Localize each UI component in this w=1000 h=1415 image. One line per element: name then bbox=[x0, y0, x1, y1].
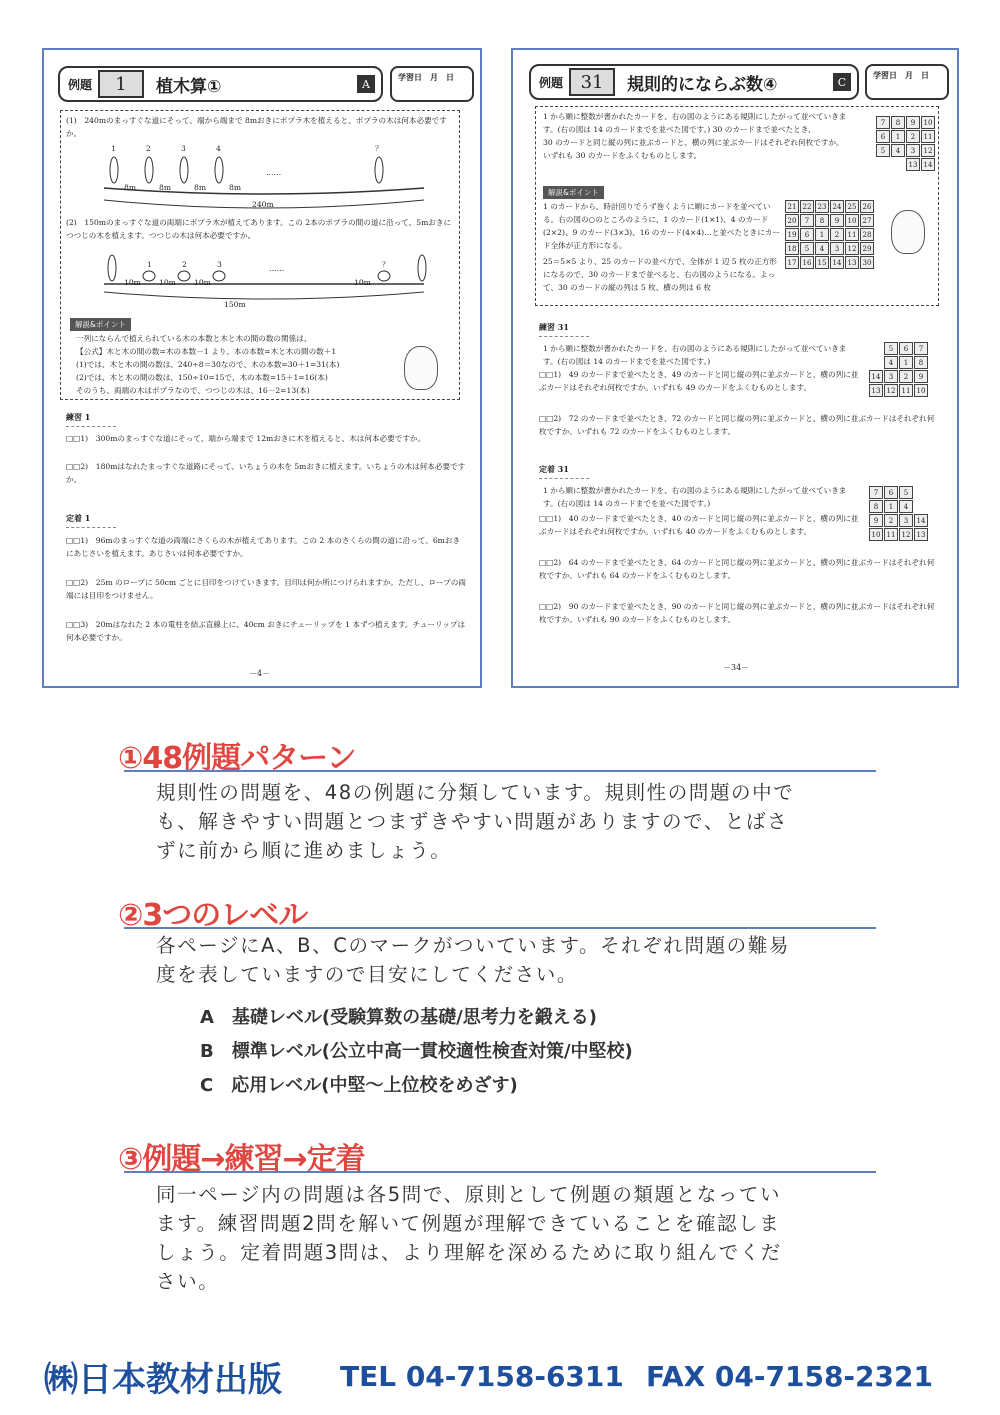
example-number: 1 bbox=[98, 70, 144, 98]
d1-label-2: 2 bbox=[146, 144, 151, 153]
card-cell: 12 bbox=[845, 242, 859, 255]
card-cell: 7 bbox=[869, 486, 883, 499]
level-b-text: 標準レベル(公立中高一貫校適性検査対策/中堅校) bbox=[231, 1041, 633, 1062]
d1-gap-2: 8m bbox=[159, 183, 172, 192]
card-cell: 7 bbox=[876, 116, 890, 129]
explanation-tag: 解説&ポイント bbox=[70, 318, 131, 331]
card-cell: 21 bbox=[785, 200, 799, 213]
explanation-tag: 解説&ポイント bbox=[543, 186, 604, 199]
d2-gap-3: 10m bbox=[194, 278, 211, 287]
level-a-text: 基礎レベル(受験算数の基礎/思考力を鍛える) bbox=[231, 1007, 597, 1028]
sample-page-1 bbox=[42, 48, 482, 688]
card-cell: 6 bbox=[899, 342, 913, 355]
section-1-line-3: ずに前から順に進めましょう。 bbox=[156, 839, 452, 862]
card-cell bbox=[914, 486, 928, 499]
card-cell bbox=[876, 158, 890, 171]
card-cell: 26 bbox=[860, 200, 874, 213]
d1-gap-4: 8m bbox=[229, 183, 242, 192]
card-cell: 1 bbox=[891, 130, 905, 143]
fix-3: □□2) 90 のカードまで並べたとき、90 のカードと同じ縦の列に並ぶカードと、横の列に並ぶカードはそれぞれ何枚ですか。いずれも 90 のカードをふくむものとします。 bbox=[539, 602, 935, 624]
question-1: (1) 240mのまっすぐな道にそって、端から端まで 8mおきにポプラ木を植えると、ポプラの木は何本必要ですか。 bbox=[66, 116, 447, 138]
d1-total: 240m bbox=[252, 200, 274, 209]
card-cell: 12 bbox=[921, 144, 935, 157]
card-cell: 8 bbox=[815, 214, 829, 227]
question-line-2: 30 のカードと同じ縦の列に並ぶカードと、横の列に並ぶカードはそれぞれ何枚ですか。いずれも 30 のカードをふくむものとします。 bbox=[543, 138, 844, 160]
question-line-1: 1 から順に整数が書かれたカードを、右の図のようにある規則にしたがって並べていきます。(右の図は 14 のカードまでを並べた図です。) 30 のカードまで並べたとき、 bbox=[543, 112, 847, 134]
card-cell: 11 bbox=[845, 228, 859, 241]
example-number: 31 bbox=[569, 68, 615, 96]
card-cell: 11 bbox=[921, 130, 935, 143]
professor-illustration bbox=[404, 346, 438, 390]
card-cell: 7 bbox=[800, 214, 814, 227]
d1-gap-3: 8m bbox=[194, 183, 207, 192]
card-cell: 23 bbox=[815, 200, 829, 213]
card-cell: 3 bbox=[906, 144, 920, 157]
card-cell bbox=[861, 116, 875, 129]
card-cell: 27 bbox=[860, 214, 874, 227]
fix-rule bbox=[539, 478, 589, 479]
card-cell: 9 bbox=[830, 214, 844, 227]
practice-1: □□1) 49 のカードまで並べたとき、49 のカードと同じ縦の列に並ぶカードと、横の列に並ぶカードはそれぞれ何枚ですか。いずれも 49 のカードをふくむものとします。 bbox=[539, 370, 859, 392]
card-cell: 7 bbox=[914, 342, 928, 355]
practice-1: □□1) 300mのまっすぐな道にそって、端から端まで 12mおきに木を植えると、木は何本必要ですか。 bbox=[66, 434, 426, 443]
section-3-line-4: さい。 bbox=[156, 1270, 220, 1293]
study-date-box: 学習日 月 日 bbox=[865, 64, 949, 100]
practice-2: □□2) 180mはなれたまっすぐな道路にそって、いちょうの木を 5mおきに植えます。いちょうの木は何本必要ですか。 bbox=[66, 462, 466, 484]
card-cell: 14 bbox=[921, 158, 935, 171]
d2-dots: …… bbox=[269, 264, 285, 273]
section-1-line-1: 規則性の問題を、48の例題に分類しています。規則性の問題の中で bbox=[156, 781, 795, 804]
card-cell bbox=[861, 158, 875, 171]
fix-rule bbox=[66, 527, 116, 528]
card-cell: 12 bbox=[884, 384, 898, 397]
card-grid-4 bbox=[869, 486, 928, 541]
card-cell: 3 bbox=[830, 242, 844, 255]
practice-rule bbox=[66, 426, 116, 427]
card-cell: 10 bbox=[914, 384, 928, 397]
fix-1: □□1) 40 のカードまで並べたとき、40 のカードと同じ縦の列に並ぶカードと、横の列に並ぶカードはそれぞれ何枚ですか。いずれも 40 のカードをふくむものとします。 bbox=[539, 514, 859, 536]
card-cell: 2 bbox=[899, 370, 913, 383]
card-cell: 9 bbox=[914, 370, 928, 383]
card-cell: 20 bbox=[785, 214, 799, 227]
card-cell: 4 bbox=[891, 144, 905, 157]
d2-label-1: 1 bbox=[147, 260, 152, 269]
card-cell: 4 bbox=[884, 356, 898, 369]
card-cell: 9 bbox=[869, 514, 883, 527]
d2-gap-2: 10m bbox=[159, 278, 176, 287]
card-cell: 13 bbox=[845, 256, 859, 269]
sample-page-2 bbox=[511, 48, 959, 688]
section-rule-1 bbox=[124, 770, 876, 772]
d1-label-3: 3 bbox=[181, 144, 186, 153]
d2-gap-1: 10m bbox=[124, 278, 141, 287]
card-grid-1 bbox=[861, 116, 935, 171]
section-rule-2 bbox=[124, 927, 876, 929]
card-cell: 11 bbox=[899, 384, 913, 397]
section-1-line-2: も、解きやすい問題とつまずきやすい問題がありますので、とばさ bbox=[156, 810, 789, 833]
practice-rule bbox=[539, 336, 589, 337]
card-cell: 15 bbox=[815, 256, 829, 269]
practice-2: □□2) 72 のカードまで並べたとき、72 のカードと同じ縦の列に並ぶカードと、横の列に並ぶカードはそれぞれ何枚ですか。いずれも 72 のカードをふくむものとします。 bbox=[539, 414, 935, 436]
example-title: 植木算① bbox=[156, 76, 222, 97]
card-cell: 2 bbox=[906, 130, 920, 143]
d2-label-2: 2 bbox=[182, 260, 187, 269]
card-cell: 13 bbox=[906, 158, 920, 171]
card-cell: 19 bbox=[785, 228, 799, 241]
card-cell: 24 bbox=[830, 200, 844, 213]
card-cell bbox=[869, 356, 883, 369]
card-cell: 6 bbox=[884, 486, 898, 499]
study-date-box: 学習日 月 日 bbox=[390, 66, 474, 102]
card-cell bbox=[914, 500, 928, 513]
fix-2: □□2) 25m のロープに 50cm ごとに目印をつけていきます。目印は何か所につけられますか。ただし、ロープの両端には目印をつけません。 bbox=[66, 578, 466, 600]
card-cell: 11 bbox=[884, 528, 898, 541]
explanation-line-1: 一列にならんで植えられている木の本数と木と木の間の数の関係は、 bbox=[76, 334, 312, 343]
card-cell bbox=[861, 144, 875, 157]
d1-label-q: ？ bbox=[375, 144, 383, 153]
level-c-text: 応用レベル(中堅～上位校をめざす) bbox=[231, 1075, 518, 1096]
level-c-mark: C bbox=[200, 1075, 214, 1096]
card-cell bbox=[869, 342, 883, 355]
card-cell: 14 bbox=[914, 514, 928, 527]
practice-question: 1 から順に整数が書かれたカードを、右の図のようにある規則にしたがって並べていきます。(右の図は 14 のカードまでを並べた図です。) bbox=[543, 344, 847, 366]
d2-total: 150m bbox=[224, 300, 246, 309]
card-cell: 5 bbox=[800, 242, 814, 255]
card-cell: 5 bbox=[884, 342, 898, 355]
card-cell: 17 bbox=[785, 256, 799, 269]
level-a-mark: A bbox=[200, 1007, 214, 1028]
card-cell: 13 bbox=[914, 528, 928, 541]
d1-label-4: 4 bbox=[216, 144, 221, 153]
card-cell: 5 bbox=[876, 144, 890, 157]
level-b-mark: B bbox=[200, 1041, 214, 1062]
card-cell: 6 bbox=[800, 228, 814, 241]
level-badge: A bbox=[357, 75, 375, 93]
card-cell: 5 bbox=[899, 486, 913, 499]
card-cell: 28 bbox=[860, 228, 874, 241]
fix-1: □□1) 96mのまっすぐな道の両端にさくらの木が植えてあります。この 2 本のさくらの間の道に沿って、6mおきにあじさいを植えます。あじさいは何本必要ですか。 bbox=[66, 536, 461, 558]
d1-gap-1: 8m bbox=[124, 183, 137, 192]
company-name: ㈱日本教材出版 bbox=[44, 1360, 282, 1400]
card-cell: 12 bbox=[899, 528, 913, 541]
d1-label-1: 1 bbox=[111, 144, 116, 153]
level-c bbox=[200, 1071, 518, 1097]
card-cell: 10 bbox=[845, 214, 859, 227]
card-grid-2 bbox=[785, 200, 874, 269]
explanation-line-5: そのうち、両端の木はポプラなので、つつじの木は、16－2=13(本) bbox=[76, 386, 310, 395]
card-cell: 8 bbox=[914, 356, 928, 369]
example-label: 例題 bbox=[539, 75, 564, 90]
page-number: －34－ bbox=[723, 663, 750, 672]
fix-2: □□2) 64 のカードまで並べたとき、64 のカードと同じ縦の列に並ぶカードと、横の列に並ぶカードはそれぞれ何枚ですか。いずれも 64 のカードをふくむものとします。 bbox=[539, 558, 935, 580]
section-3-line-1: 同一ページ内の問題は各5問で、原則として例題の類題となってい bbox=[156, 1183, 782, 1206]
card-cell: 10 bbox=[869, 528, 883, 541]
level-a bbox=[200, 1003, 597, 1029]
section-2-line-1: 各ページにA、B、Cのマークがついています。それぞれ問題の難易 bbox=[156, 934, 790, 957]
card-cell: 9 bbox=[906, 116, 920, 129]
section-2-line-2: 度を表していますので目安にしてください。 bbox=[156, 963, 579, 986]
card-cell: 8 bbox=[869, 500, 883, 513]
card-cell: 8 bbox=[891, 116, 905, 129]
card-cell: 25 bbox=[845, 200, 859, 213]
fax-number: FAX 04-7158-2321 bbox=[646, 1360, 933, 1393]
explanation-1: 1 のカードから、時計回りでうず巻くように順にカードを並べている。右の図の○のところのように、1 のカード(1×1)、4 のカード(2×2)、9 のカード(3×3)、16 のカード(4×4)…と並べたときにカード全体が正方形になる。 bbox=[543, 202, 781, 250]
card-cell: 2 bbox=[884, 514, 898, 527]
fix-3: □□3) 20mはなれた 2 本の電柱を結ぶ直線上に、40cm おきにチューリップを 1 本ずつ植えます。チューリップは何本必要ですか。 bbox=[66, 620, 466, 642]
explanation-2: 25＝5×5 より、25 のカードの並べ方で、全体が 1 辺 5 枚の正方形になるので、30 のカードまで並べると、右の図のようになる。よって、30 のカードの縦の列は 5 枚、横の列は 6 枚 bbox=[543, 257, 777, 292]
level-badge: C bbox=[833, 73, 851, 91]
practice-title: 練習 1 bbox=[66, 412, 91, 422]
section-heading-3: ③例題→練習→定着 bbox=[118, 1142, 365, 1177]
d2-label-3: 3 bbox=[217, 260, 222, 269]
explanation-line-2: 【公式】木と木の間の数=木の本数－1 より、本の本数=木と木の間の数＋1 bbox=[76, 347, 337, 356]
card-cell: 14 bbox=[830, 256, 844, 269]
card-cell: 29 bbox=[860, 242, 874, 255]
card-cell: 2 bbox=[830, 228, 844, 241]
d2-gap-4: 10m bbox=[354, 278, 371, 287]
level-b bbox=[200, 1037, 633, 1063]
card-cell: 1 bbox=[815, 228, 829, 241]
card-cell bbox=[891, 158, 905, 171]
page-number: －4－ bbox=[249, 669, 271, 678]
card-cell: 13 bbox=[869, 384, 883, 397]
example-header bbox=[58, 66, 383, 102]
explanation-line-3: (1)では、木と木の間の数は、240÷8＝30なので、木の本数=30＋1=31(本) bbox=[76, 360, 340, 369]
card-cell: 18 bbox=[785, 242, 799, 255]
fix-question: 1 から順に整数が書かれたカードを、右の図のようにある規則にしたがって並べていきます。(右の図は 14 のカードまでを並べた図です。) bbox=[543, 486, 847, 508]
explanation-line-4: (2)では、木と木の間の数は、150÷10=15で、木の本数=15＋1=16(本) bbox=[76, 373, 328, 382]
card-cell: 22 bbox=[800, 200, 814, 213]
section-heading-2: ②3つのレベル bbox=[118, 898, 308, 933]
section-heading-1: ①48例題パターン bbox=[118, 741, 356, 776]
card-cell: 10 bbox=[921, 116, 935, 129]
card-cell: 3 bbox=[899, 514, 913, 527]
card-cell: 1 bbox=[899, 356, 913, 369]
tel-number: TEL 04-7158-6311 bbox=[340, 1360, 624, 1393]
card-cell: 1 bbox=[884, 500, 898, 513]
card-cell: 4 bbox=[899, 500, 913, 513]
tree-diagram-2 bbox=[94, 246, 434, 306]
section-3-line-2: ます。練習問題2問を解いて例題が理解できていることを確認しま bbox=[156, 1212, 781, 1235]
card-cell: 30 bbox=[860, 256, 874, 269]
question-2: (2) 150mのまっすぐな道の両端にポプラ木が植えてあります。この 2本のポプラの間の道に沿って、5mおきにつつじの木を植えます。つつじの木は何本必要ですか。 bbox=[66, 218, 452, 240]
d1-dots: …… bbox=[266, 168, 282, 177]
fix-title: 定着 1 bbox=[66, 513, 91, 523]
professor-illustration bbox=[891, 210, 925, 254]
example-label: 例題 bbox=[68, 77, 93, 92]
card-cell: 6 bbox=[876, 130, 890, 143]
card-cell: 4 bbox=[815, 242, 829, 255]
example-header bbox=[529, 64, 859, 100]
example-title: 規則的にならぶ数④ bbox=[627, 74, 778, 95]
section-rule-3 bbox=[124, 1171, 876, 1173]
card-cell: 14 bbox=[869, 370, 883, 383]
card-cell: 16 bbox=[800, 256, 814, 269]
card-cell bbox=[861, 130, 875, 143]
fix-title: 定着 31 bbox=[539, 464, 569, 474]
card-grid-3 bbox=[869, 342, 928, 397]
section-3-line-3: しょう。定着問題3問は、より理解を深めるために取り組んでくだ bbox=[156, 1241, 782, 1264]
practice-title: 練習 31 bbox=[539, 322, 569, 332]
card-cell: 3 bbox=[884, 370, 898, 383]
d2-label-q: ？ bbox=[382, 260, 390, 269]
